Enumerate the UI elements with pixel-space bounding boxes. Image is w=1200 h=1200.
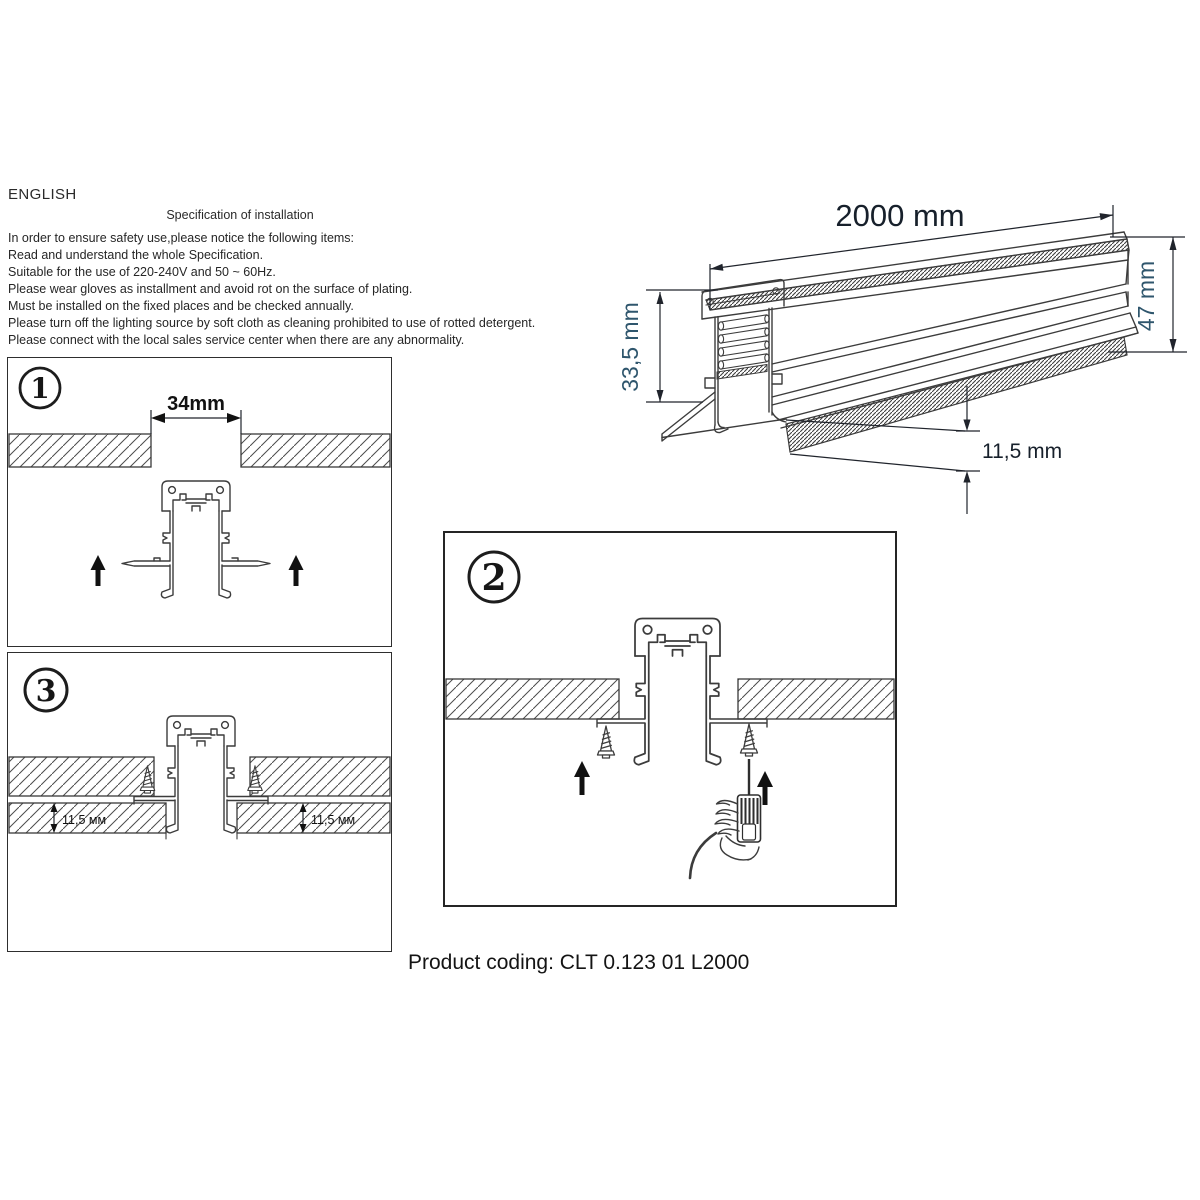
language-label: ENGLISH <box>8 186 77 203</box>
dim-lip-label: 11,5 mm <box>982 440 1063 463</box>
ceiling-cross-section <box>9 434 390 467</box>
track-wings <box>597 719 767 727</box>
dimension-height-left <box>617 290 718 402</box>
dim-length-label: 2000 mm <box>835 198 965 233</box>
ceiling-cross-section <box>446 679 894 719</box>
step-number: 1 <box>30 372 50 405</box>
dim-height-right-label: 47 mm <box>1133 260 1159 332</box>
step-number: 2 <box>481 557 507 599</box>
screw-icon <box>598 726 615 758</box>
track-profile-cross-section <box>161 481 230 598</box>
step-number-badge <box>20 368 60 408</box>
instruction-line: In order to ensure safety use,please notice the following items: <box>8 231 355 245</box>
track-profile-cross-section <box>166 716 235 833</box>
diagram-3d <box>600 180 1200 520</box>
step2-panel <box>443 531 897 907</box>
step-number-badge <box>25 669 67 711</box>
spec-title: Specification of installation <box>166 208 314 222</box>
product-coding-label: Product coding: CLT 0.123 01 L2000 <box>408 951 750 974</box>
up-arrow-icon <box>289 555 304 586</box>
recess-left-label: 11,5 мм <box>62 813 107 827</box>
dimension-slot-width <box>151 393 241 434</box>
step1-panel <box>7 357 392 647</box>
screw-icon <box>741 724 758 756</box>
track-profile-cross-section <box>634 619 720 765</box>
instruction-line: Suitable for the use of 220-240V and 50 ~ 60Hz. <box>8 265 276 279</box>
step-number-badge <box>469 552 519 602</box>
dim-height-left-label: 33,5 mm <box>617 302 643 392</box>
instruction-line: Please wear gloves as installment and avoid rot on the surface of plating. <box>8 282 413 296</box>
step3-panel <box>7 652 392 952</box>
dimension-arrowhead <box>1100 213 1113 220</box>
instruction-line: Please connect with the local sales service center when there are any abnormality. <box>8 333 465 347</box>
step-number: 3 <box>35 674 57 709</box>
track-wings <box>122 558 270 566</box>
dimension-height-right <box>1108 237 1187 352</box>
instruction-line: Read and understand the whole Specification. <box>8 248 264 262</box>
recess-right-label: 11,5 мм <box>311 813 356 827</box>
slot-width-label: 34mm <box>167 393 225 415</box>
instructions-list <box>8 230 593 349</box>
dimension-arrowhead <box>710 264 723 271</box>
track-3d-drawing <box>662 232 1138 452</box>
up-arrow-icon <box>574 761 590 795</box>
instruction-line: Must be installed on the fixed places and be checked annually. <box>8 299 354 313</box>
instruction-line: Please turn off the lighting source by soft cloth as cleaning prohibited to use of rotted detergent. <box>8 316 536 330</box>
screwdriver-icon <box>738 759 761 842</box>
up-arrow-icon <box>91 555 106 586</box>
conductor-bars <box>718 315 769 369</box>
